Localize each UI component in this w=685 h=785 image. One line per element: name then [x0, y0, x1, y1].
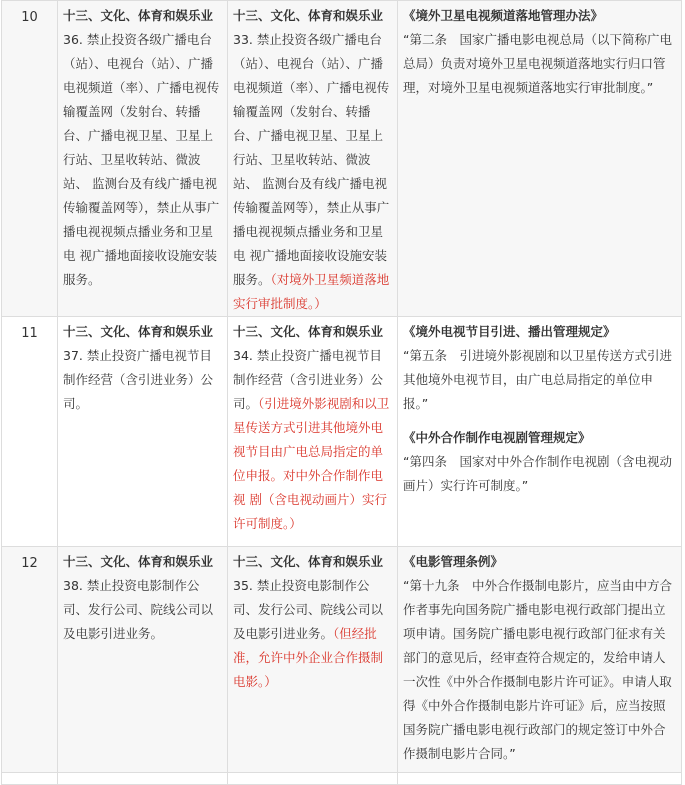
table-row: [2, 1, 682, 317]
table-row: [2, 317, 682, 547]
regulation-title: 《境外卫星电视频道落地管理办法》: [403, 8, 604, 23]
section-heading: 十三、文化、体育和娱乐业: [233, 554, 384, 569]
regulation-article: “第五条 引进境外影视剧和以卫星传送方式引进其他境外电视节目，由广电总局指定的单位申报。”: [403, 348, 672, 411]
row-number: 11: [2, 317, 58, 547]
old-list-cell: [58, 1, 228, 317]
clause-text: 34. 禁止投资广播电视节目制作经营（含引进业务）公司。: [233, 348, 384, 411]
section-heading: 十三、文化、体育和娱乐业: [63, 8, 214, 23]
clause-text: 33. 禁止投资各级广播电台（站）、电视台（站）、广播电视频道（率）、广播电视传 输覆盖网（发射台、转播台、广播电视卫星、卫星上行站、卫星收转站、微波站、 监测台及有线广播电视传输覆盖网等），禁止从事广播电视视频点播业务和卫星电 视广播地面接收设施安装服务。: [233, 32, 390, 287]
red-note: （引进境外影视剧和以卫星传送方式引进其他境外电视节目由广电总局指定的单位申报。对中外合作制作电视 剧（含电视动画片）实行许可制度。）: [233, 396, 390, 531]
row-number: 10: [2, 1, 58, 317]
regulation-article: “第二条 国家广播电影电视总局（以下简称广电总局）负责对境外卫星电视频道落地实行归口管理，对境外卫星电视频道落地实行审批制度。”: [403, 32, 672, 95]
section-heading: 十三、文化、体育和娱乐业: [233, 8, 384, 23]
row-number: 12: [2, 547, 58, 773]
clause-text: 35. 禁止投资电影制作公司、发行公司、院线公司以及电影引进业务。: [233, 578, 384, 641]
legal-basis-cell: [398, 1, 682, 317]
regulation-article: “第十九条 中外合作摄制电影片，应当由中方合作者事先向国务院广播电影电视行政部门提出立项申请。国务院广播电影电视行政部门征求有关部门的意见后，经审查符合规定的，发给申请人一次性《中外合作摄制电影片许可证》。申请人取得《中外合作摄制电影片许可证》后，应当按照国务院广播电影电视行政部门的规定签订中外合作摄制电影片合同。”: [403, 578, 672, 761]
legal-basis-cell: [398, 547, 682, 773]
clause-text: 36. 禁止投资各级广播电台（站）、电视台（站）、广播电视频道（率）、广播电视传 输覆盖网（发射台、转播台、广播电视卫星、卫星上行站、卫星收转站、微波站、 监测台及有线广播电视传输覆盖网等），禁止从事广播电视视频点播业务和卫星电 视广播地面接收设施安装服务。: [63, 32, 220, 287]
regulation-title: 《境外电视节目引进、播出管理规定》: [403, 324, 616, 339]
regulation-title: 《电影管理条例》: [403, 554, 504, 569]
old-list-cell: [58, 317, 228, 547]
legal-basis-cell: [398, 317, 682, 547]
section-heading: 十三、文化、体育和娱乐业: [63, 554, 214, 569]
regulation-article: “第四条 国家对中外合作制作电视剧（含电视动画片）实行许可制度。”: [403, 454, 672, 493]
section-heading: 十三、文化、体育和娱乐业: [233, 324, 384, 339]
section-heading: 十三、文化、体育和娱乐业: [63, 324, 214, 339]
old-list-cell: [58, 547, 228, 773]
clause-text: 38. 禁止投资电影制作公司、发行公司、院线公司以及电影引进业务。: [63, 578, 214, 641]
clause-text: 37. 禁止投资广播电视节目制作经营（含引进业务）公司。: [63, 348, 214, 411]
red-note: （对境外卫星频道落地实行审批制度。）: [233, 272, 390, 311]
red-note: （但经批准，允许中外企业合作摄制电影。）: [233, 626, 384, 689]
table-row: [2, 547, 682, 773]
new-list-cell: [228, 547, 398, 773]
regulation-table: [1, 0, 682, 785]
new-list-cell: [228, 1, 398, 317]
regulation-title: 《中外合作制作电视剧管理规定》: [403, 430, 591, 445]
new-list-cell: [228, 317, 398, 547]
table-row: [2, 773, 682, 785]
